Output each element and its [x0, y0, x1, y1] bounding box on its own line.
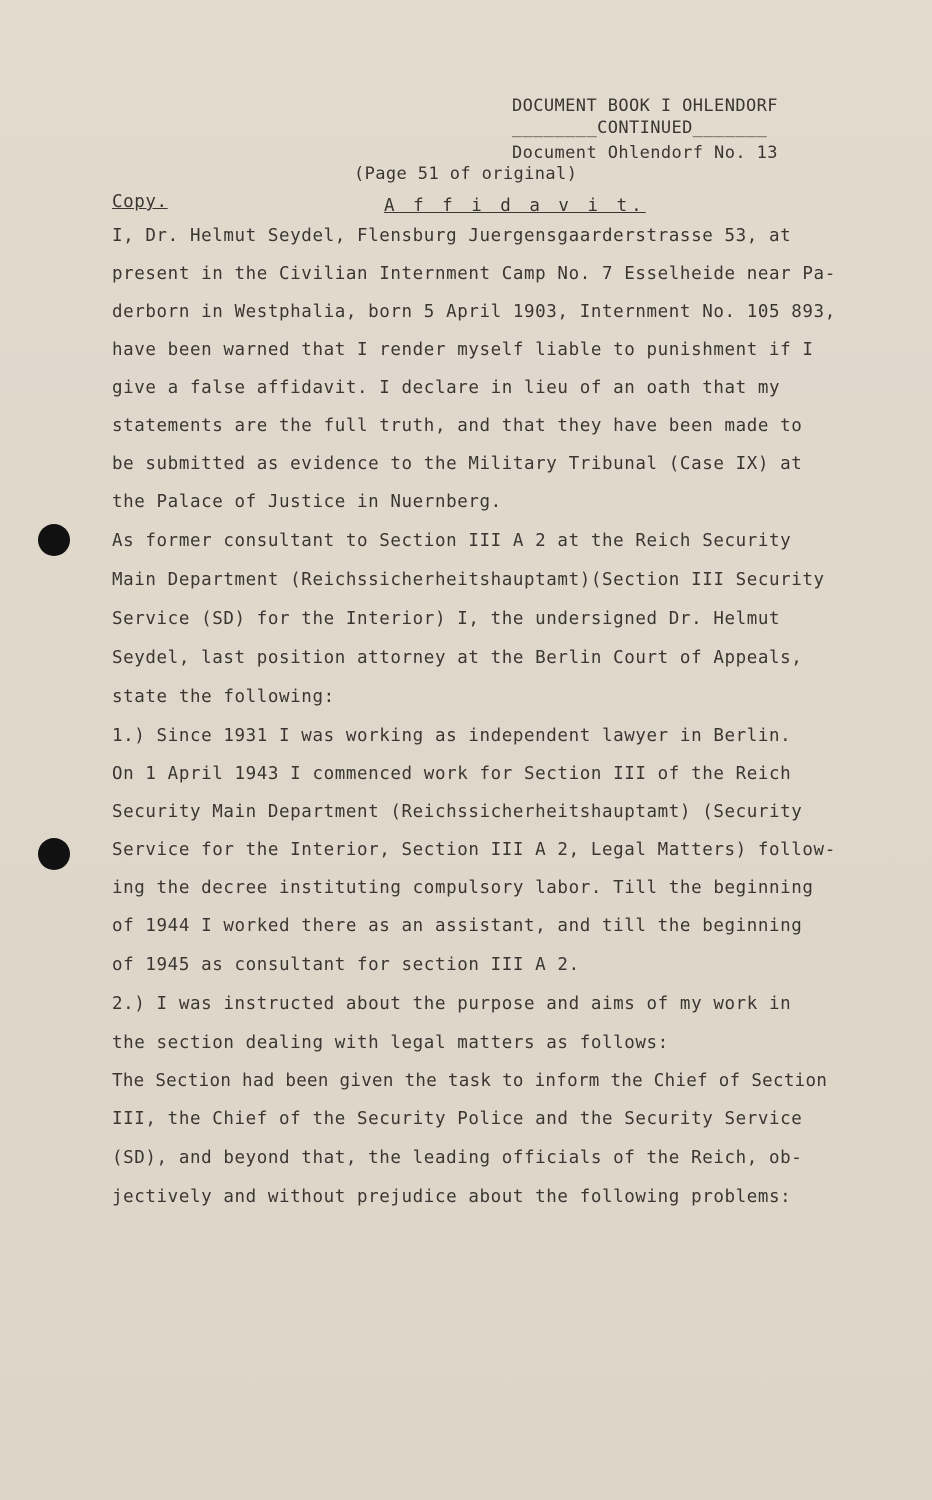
page-reference: (Page 51 of original) — [354, 164, 578, 184]
text-line: the section dealing with legal matters as follows: — [112, 1033, 669, 1053]
text-line: of 1944 I worked there as an assistant, and till the beginning — [112, 916, 803, 936]
text-line: ing the decree instituting compulsory labor. Till the beginning — [112, 878, 814, 898]
text-line: state the following: — [112, 687, 335, 707]
text-line: Security Main Department (Reichssicherheitshauptamt) (Security — [112, 802, 803, 822]
text-line: Service (SD) for the Interior) I, the undersigned Dr. Helmut — [112, 609, 781, 629]
text-line: Service for the Interior, Section III A 2, Legal Matters) follow- — [112, 840, 836, 860]
text-line: As former consultant to Section III A 2 at the Reich Security — [112, 531, 792, 551]
copy-label: Copy. — [112, 192, 168, 212]
punch-hole-bottom — [38, 838, 70, 870]
text-line: derborn in Westphalia, born 5 April 1903, Internment No. 105 893, — [112, 302, 836, 322]
text-line: 2.) I was instructed about the purpose and aims of my work in — [112, 994, 792, 1014]
text-line: 1.) Since 1931 I was working as independent lawyer in Berlin. — [112, 726, 792, 746]
document-number: Document Ohlendorf No. 13 — [512, 143, 778, 163]
text-line: The Section had been given the task to inform the Chief of Section — [112, 1071, 828, 1091]
text-line: present in the Civilian Internment Camp No. 7 Esselheide near Pa- — [112, 264, 836, 284]
text-line: give a false affidavit. I declare in lieu of an oath that my — [112, 378, 781, 398]
text-line: (SD), and beyond that, the leading officials of the Reich, ob- — [112, 1148, 803, 1168]
punch-hole-top — [38, 524, 70, 556]
text-line: be submitted as evidence to the Military Tribunal (Case IX) at — [112, 454, 803, 474]
text-line: statements are the full truth, and that they have been made to — [112, 416, 803, 436]
text-line: I, Dr. Helmut Seydel, Flensburg Juergensgaarderstrasse 53, at — [112, 226, 792, 246]
text-line: Seydel, last position attorney at the Berlin Court of Appeals, — [112, 648, 803, 668]
text-line: III, the Chief of the Security Police and the Security Service — [112, 1109, 803, 1129]
text-line: of 1945 as consultant for section III A 2. — [112, 955, 580, 975]
text-line: jectively and without prejudice about the following problems: — [112, 1187, 792, 1207]
affidavit-title: A f f i d a v i t. — [384, 196, 646, 216]
continued-label: ________CONTINUED_______ — [512, 118, 768, 138]
document-book-title: DOCUMENT BOOK I OHLENDORF — [512, 96, 778, 116]
text-line: On 1 April 1943 I commenced work for Section III of the Reich — [112, 764, 792, 784]
text-line: the Palace of Justice in Nuernberg. — [112, 492, 502, 512]
text-line: have been warned that I render myself liable to punishment if I — [112, 340, 814, 360]
text-line: Main Department (Reichssicherheitshauptamt)(Section III Security — [112, 570, 825, 590]
